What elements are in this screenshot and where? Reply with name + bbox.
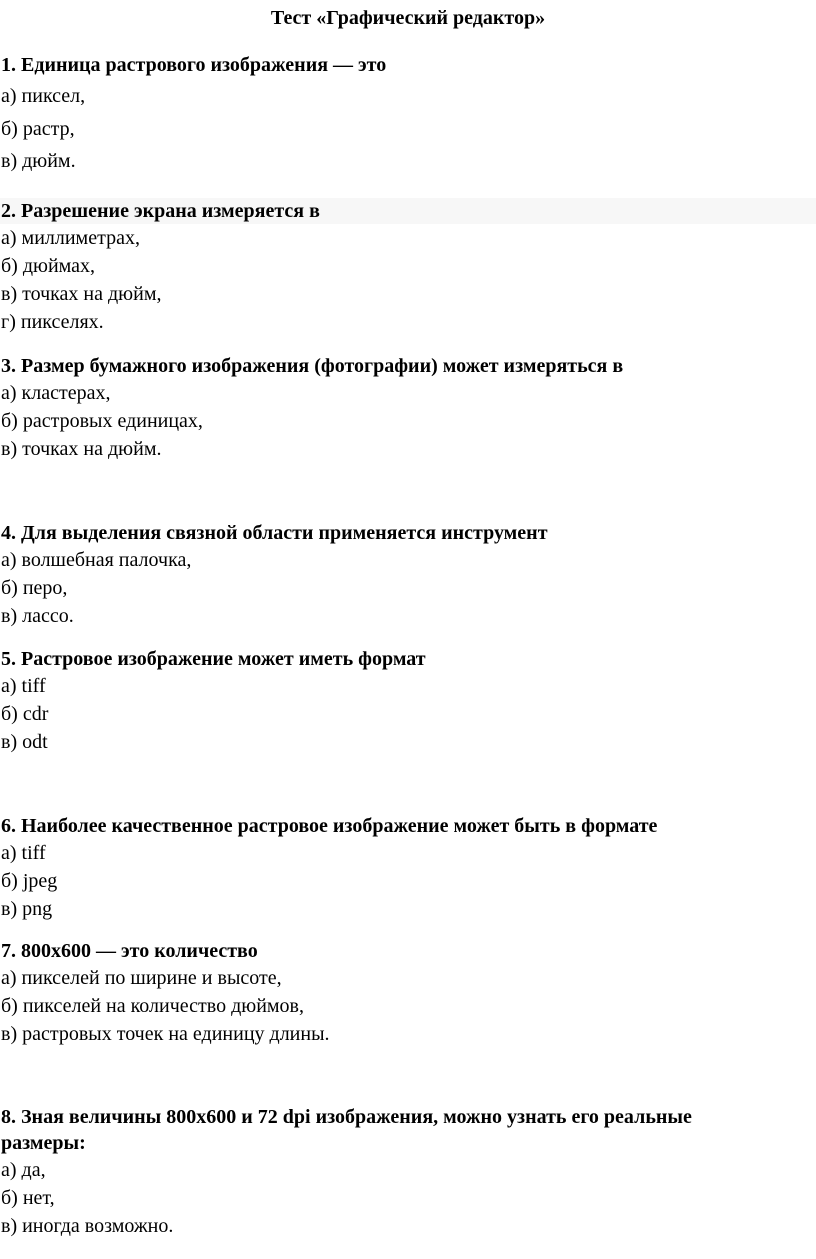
question-2-option-c: в) точках на дюйм, bbox=[1, 283, 162, 305]
question-2-option-b: б) дюймах, bbox=[1, 255, 96, 277]
question-6-heading: 6. Наиболее качественное растровое изображение может быть в формате bbox=[1, 815, 658, 837]
question-2-option-d: г) пикселях. bbox=[1, 311, 104, 333]
question-8-heading: 8. Зная величины 800x600 и 72 dpi изображения, можно узнать его реальные размеры: bbox=[1, 1106, 692, 1154]
question-7-option-c: в) растровых точек на единицу длины. bbox=[1, 1023, 330, 1045]
question-8-option-b: б) нет, bbox=[1, 1187, 55, 1209]
question-4 bbox=[0, 520, 816, 630]
question-5-option-a: а) tiff bbox=[1, 675, 46, 697]
question-2 bbox=[0, 198, 816, 336]
question-4-option-b: б) перо, bbox=[1, 577, 68, 599]
question-8 bbox=[0, 1104, 816, 1240]
question-6-option-b: б) jpeg bbox=[1, 870, 58, 892]
question-8-option-a: а) да, bbox=[1, 1159, 46, 1181]
question-2-heading: 2. Разрешение экрана измеряется в bbox=[0, 198, 816, 224]
question-4-option-c: в) лассо. bbox=[1, 605, 74, 627]
question-2-option-a: а) миллиметрах, bbox=[1, 227, 140, 249]
document-title: Тест «Графический редактор» bbox=[270, 7, 546, 29]
question-7 bbox=[0, 938, 816, 1048]
question-1-option-b: б) растр, bbox=[1, 117, 75, 140]
question-7-heading: 7. 800x600 — это количество bbox=[1, 940, 258, 962]
question-3-option-c: в) точках на дюйм. bbox=[1, 438, 162, 460]
question-3-option-a: а) кластерах, bbox=[1, 382, 111, 404]
question-7-option-b: б) пикселей на количество дюймов, bbox=[1, 995, 304, 1017]
question-1-heading: 1. Единица растрового изображения — это bbox=[1, 54, 387, 76]
question-5 bbox=[0, 646, 816, 756]
question-3-option-b: б) растровых единицах, bbox=[1, 410, 203, 432]
question-3-heading: 3. Размер бумажного изображения (фотографии) может измеряться в bbox=[1, 355, 624, 377]
question-5-option-c: в) odt bbox=[1, 731, 48, 753]
question-6-option-a: а) tiff bbox=[1, 842, 46, 864]
question-6 bbox=[0, 813, 816, 923]
question-7-option-a: а) пикселей по ширине и высоте, bbox=[1, 967, 282, 989]
question-3 bbox=[0, 353, 816, 463]
question-5-option-b: б) cdr bbox=[1, 703, 49, 725]
question-1-option-a: а) пиксел, bbox=[1, 85, 86, 107]
question-1 bbox=[0, 52, 816, 176]
question-8-option-c: в) иногда возможно. bbox=[1, 1215, 174, 1237]
question-6-option-c: в) png bbox=[1, 898, 53, 920]
question-4-option-a: а) волшебная палочка, bbox=[1, 549, 192, 571]
question-5-heading: 5. Растровое изображение может иметь формат bbox=[1, 648, 426, 670]
question-1-option-c: в) дюйм. bbox=[1, 150, 76, 172]
question-4-heading: 4. Для выделения связной области применяется инструмент bbox=[1, 522, 548, 544]
